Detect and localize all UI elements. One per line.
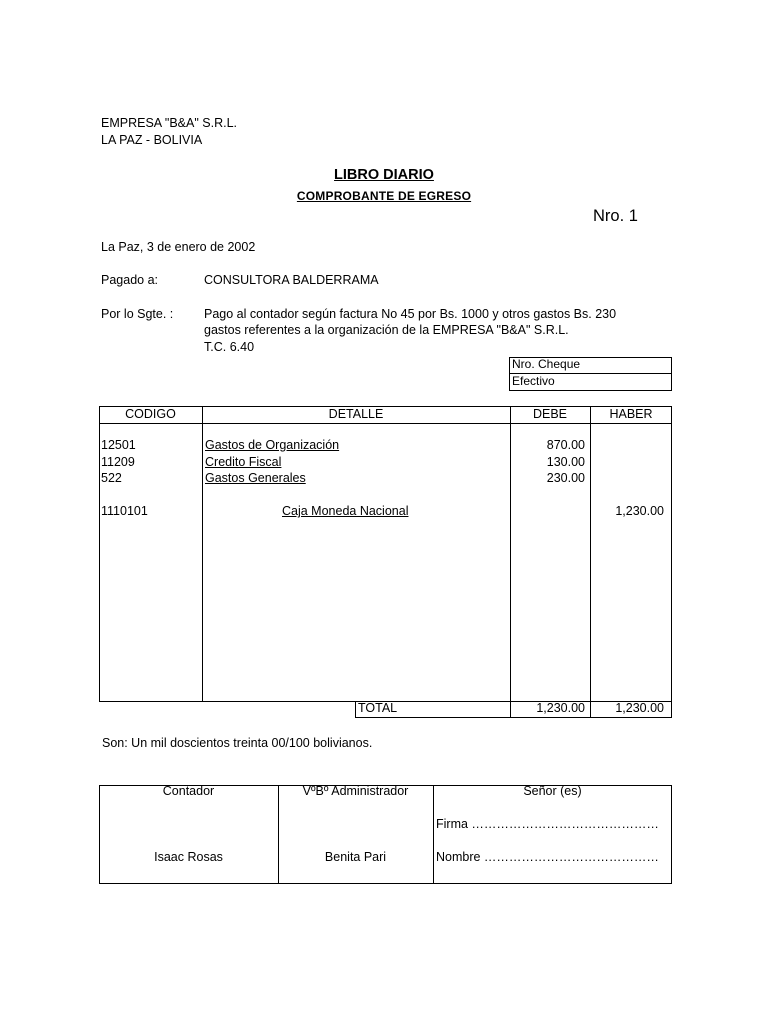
document-subtitle: COMPROBANTE DE EGRESO bbox=[296, 189, 472, 203]
accountant-name: Isaac Rosas bbox=[154, 850, 223, 864]
admin-header: VºBº Administrador bbox=[302, 784, 409, 798]
row-detail: Gastos Generales bbox=[205, 471, 306, 485]
total-credit: 1,230.00 bbox=[615, 701, 664, 715]
header-code: CODIGO bbox=[125, 407, 176, 421]
journal-header-divider bbox=[99, 423, 672, 424]
row-code: 12501 bbox=[101, 438, 136, 452]
sig-divider-1 bbox=[278, 785, 279, 884]
row-detail: Gastos de Organización bbox=[205, 438, 340, 452]
company-city: LA PAZ - BOLIVIA bbox=[101, 133, 203, 147]
row-detail: Caja Moneda Nacional bbox=[282, 504, 409, 518]
row-code: 522 bbox=[101, 471, 122, 485]
company-name: EMPRESA "B&A" S.R.L. bbox=[101, 116, 238, 130]
paid-to-value: CONSULTORA BALDERRAMA bbox=[204, 273, 379, 287]
signature-line: Firma ……………………………………… bbox=[436, 817, 659, 831]
col-divider-debit bbox=[590, 406, 591, 718]
voucher-date: La Paz, 3 de enero de 2002 bbox=[101, 240, 256, 254]
concept-label: Por lo Sgte. : bbox=[101, 307, 174, 321]
col-divider-detail bbox=[510, 406, 511, 718]
header-credit: HABER bbox=[609, 407, 653, 421]
col-divider-code bbox=[202, 406, 203, 702]
row-code: 1110101 bbox=[101, 504, 148, 518]
row-code: 11209 bbox=[101, 455, 135, 469]
sig-divider-2 bbox=[433, 785, 434, 884]
row-credit: 1,230.00 bbox=[615, 504, 664, 518]
concept-line-1: Pago al contador según factura No 45 por Bs. 1000 y otros gastos Bs. 230 bbox=[204, 307, 617, 321]
row-detail: Credito Fiscal bbox=[205, 455, 282, 469]
amount-in-words: Son: Un mil doscientos treinta 00/100 bolivianos. bbox=[102, 736, 373, 750]
recipient-header: Señor (es) bbox=[523, 784, 582, 798]
cheque-number-label: Nro. Cheque bbox=[512, 357, 581, 371]
header-debit: DEBE bbox=[532, 407, 568, 421]
admin-name: Benita Pari bbox=[324, 850, 387, 864]
paid-to-label: Pagado a: bbox=[101, 273, 158, 287]
total-debit: 1,230.00 bbox=[536, 701, 585, 715]
name-line: Nombre …………………………………… bbox=[436, 850, 659, 864]
journal-table bbox=[99, 406, 672, 702]
document-title: LIBRO DIARIO bbox=[334, 167, 434, 183]
row-debit: 230.00 bbox=[546, 471, 585, 485]
voucher-number: Nro. 1 bbox=[593, 207, 638, 225]
header-detail: DETALLE bbox=[328, 407, 384, 421]
concept-line-3: T.C. 6.40 bbox=[204, 340, 255, 354]
row-debit: 870.00 bbox=[546, 438, 585, 452]
row-debit: 130.00 bbox=[546, 455, 585, 469]
total-label: TOTAL bbox=[358, 701, 398, 715]
accountant-header: Contador bbox=[162, 784, 215, 798]
cash-label: Efectivo bbox=[512, 374, 555, 388]
signatures-table bbox=[99, 785, 672, 884]
concept-line-2: gastos referentes a la organización de la EMPRESA "B&A" S.R.L. bbox=[204, 323, 569, 337]
